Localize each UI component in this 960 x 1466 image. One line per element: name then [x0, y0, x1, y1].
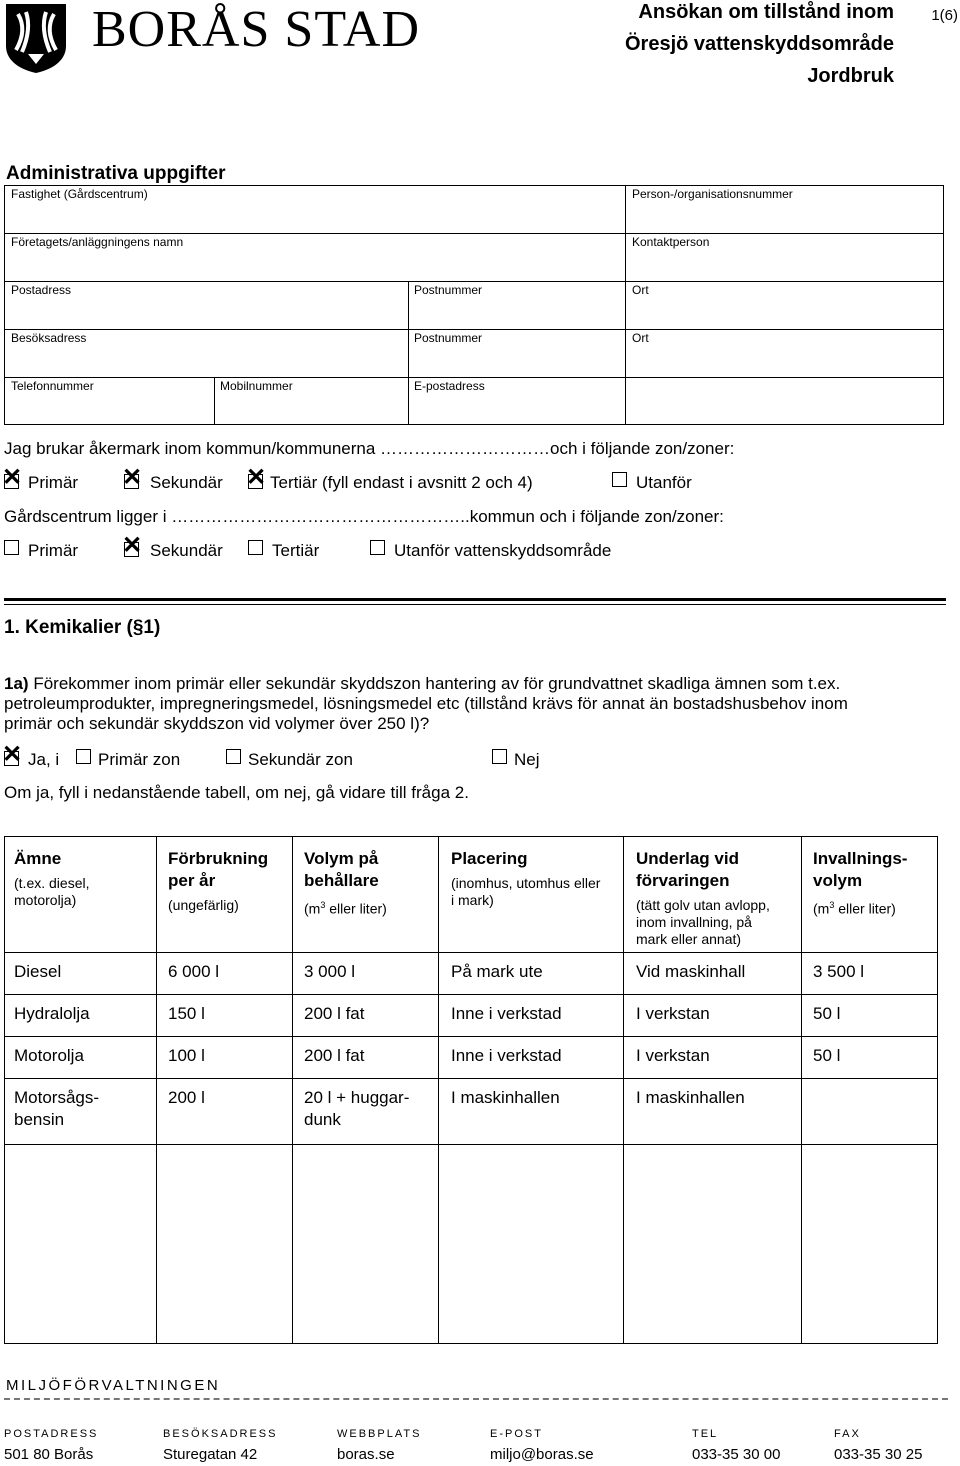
label-1a-nej: Nej: [514, 750, 540, 769]
footer-value-besoksadress: Sturegatan 42: [163, 1446, 258, 1463]
field-besok-postnummer[interactable]: Postnummer: [414, 331, 483, 345]
field-postnummer[interactable]: Postnummer: [414, 283, 483, 297]
col-sub-placering-1: (inomhus, utomhus eller: [451, 875, 601, 891]
checkbox-1a-primar-zon[interactable]: [76, 749, 91, 764]
admin-section-title: Administrativa uppgifter: [6, 163, 226, 184]
table-cell[interactable]: Vid maskinhall: [636, 962, 746, 981]
table-cell[interactable]: 200 l: [168, 1088, 205, 1107]
checkmark-x-icon: ✕: [2, 464, 23, 491]
checkbox-gard-utanfor[interactable]: [370, 540, 385, 555]
table-cell[interactable]: På mark ute: [451, 962, 543, 981]
field-kontaktperson[interactable]: Kontaktperson: [632, 235, 710, 249]
checkmark-x-icon: ✕: [122, 464, 143, 491]
footer-value-tel: 033-35 30 00: [692, 1446, 781, 1463]
footer-value-webbplats[interactable]: boras.se: [337, 1446, 395, 1463]
footer-value-epost[interactable]: miljo@boras.se: [490, 1446, 594, 1463]
field-postadress[interactable]: Postadress: [11, 283, 72, 297]
checkbox-1a-ja[interactable]: [2, 741, 23, 768]
footer-divider: [4, 1398, 948, 1400]
table-cell[interactable]: 200 l fat: [304, 1004, 365, 1023]
label-1a-primar-zon: Primär zon: [98, 750, 181, 769]
table-cell[interactable]: 50 l: [813, 1046, 841, 1065]
col-sub-amne-2: motorolja): [14, 892, 77, 908]
section-divider-thin: [4, 604, 946, 605]
table-cell[interactable]: Motorsågs- bensin: [14, 1088, 100, 1129]
col-header-invallning-1: Invallnings-: [813, 849, 908, 868]
field-ort[interactable]: Ort: [632, 283, 649, 297]
field-besoksadress[interactable]: Besöksadress: [11, 331, 87, 345]
footer-label-fax: FAX: [834, 1428, 861, 1440]
table-cell[interactable]: 100 l: [168, 1046, 205, 1065]
page-number: 1(6): [931, 7, 958, 24]
question-1a-line-1: 1a) Förekommer inom primär eller sekundär skyddszon hantering av för grundvattnet skadliga ämnen som t.ex.: [4, 674, 841, 693]
footer-label-tel: TEL: [692, 1428, 719, 1440]
label-1a-ja: Ja, i: [28, 750, 60, 769]
col-sub-forbrukning: (ungefärlig): [168, 897, 239, 913]
label-farmland-tertiar: Tertiär (fyll endast i avsnitt 2 och 4): [270, 473, 533, 492]
document-title-line-3: Jordbruk: [807, 65, 894, 87]
col-sub-underlag-1: (tätt golv utan avlopp,: [636, 897, 770, 913]
col-header-amne: Ämne: [14, 849, 62, 868]
col-header-underlag-2: förvaringen: [636, 871, 730, 890]
field-telefon[interactable]: Telefonnummer: [11, 379, 94, 393]
footer-label-epost: E-POST: [490, 1428, 543, 1440]
label-gard-tertiar: Tertiär: [272, 541, 320, 560]
checkbox-gard-sekundar[interactable]: [122, 532, 143, 559]
table-cell[interactable]: 3 500 l: [813, 962, 865, 981]
document-title-line-1: Ansökan om tillstånd inom: [638, 1, 894, 23]
col-header-underlag-1: Underlag vid: [636, 849, 739, 868]
col-header-forbrukning-1: Förbrukning: [168, 849, 269, 868]
table-cell[interactable]: I maskinhallen: [451, 1088, 560, 1107]
document-title-line-2: Öresjö vattenskyddsområde: [625, 33, 894, 55]
col-sub-amne-1: (t.ex. diesel,: [14, 875, 90, 891]
checkbox-farmland-utanfor[interactable]: [612, 472, 627, 487]
field-fastighet[interactable]: Fastighet (Gårdscentrum): [11, 187, 148, 201]
col-sub-placering-2: i mark): [451, 892, 494, 908]
checkbox-1a-nej[interactable]: [492, 749, 507, 764]
table-cell[interactable]: 6 000 l: [168, 962, 220, 981]
table-cell[interactable]: Hydralolja: [14, 1004, 90, 1023]
field-epost[interactable]: E-postadress: [414, 379, 485, 393]
zone-question-gardscentrum: Gårdscentrum ligger i ……………………………………………..kommun och i följande zon/zoner:: [4, 507, 724, 526]
table-cell[interactable]: I verkstan: [636, 1046, 710, 1065]
city-logo-text: BORÅS STAD: [92, 1, 421, 58]
table-cell[interactable]: 3 000 l: [304, 962, 356, 981]
col-header-forbrukning-2: per år: [168, 871, 216, 890]
col-header-invallning-2: volym: [813, 871, 863, 890]
instruction-1a: Om ja, fyll i nedanstående tabell, om nej, gå vidare till fråga 2.: [4, 783, 469, 802]
label-gard-primar: Primär: [28, 541, 79, 560]
question-1a-line-2: petroleumprodukter, impregneringsmedel, lösningsmedel etc (tillstånd krävs för annat än bostadshusbehov inom: [4, 694, 848, 713]
field-orgnr[interactable]: Person-/organisationsnummer: [632, 187, 793, 201]
checkbox-farmland-tertiar[interactable]: [246, 464, 267, 491]
section-divider-thick: [4, 598, 946, 601]
label-farmland-utanfor: Utanför: [636, 473, 692, 492]
table-cell[interactable]: I maskinhallen: [636, 1088, 745, 1107]
table-cell[interactable]: 50 l: [813, 1004, 841, 1023]
table-cell[interactable]: Motorolja: [14, 1046, 84, 1065]
field-mobil[interactable]: Mobilnummer: [220, 379, 293, 393]
footer-value-fax: 033-35 30 25: [834, 1446, 923, 1463]
table-cell[interactable]: Diesel: [14, 962, 62, 981]
col-sub-invallning: ($m^3$ eller liter): [813, 900, 896, 917]
footer-org-name: MILJÖFÖRVALTNINGEN: [6, 1377, 221, 1394]
zone-question-farmland: Jag brukar åkermark inom kommun/kommunerna …………………………och i följande zon/zoner:: [4, 439, 735, 458]
table-cell[interactable]: Inne i verkstad: [451, 1046, 562, 1065]
checkmark-x-icon: ✕: [2, 741, 23, 768]
footer-label-webbplats: WEBBPLATS: [337, 1428, 422, 1440]
checkmark-x-icon: ✕: [246, 464, 267, 491]
label-gard-utanfor: Utanför vattenskyddsområde: [394, 541, 612, 560]
field-besok-ort[interactable]: Ort: [632, 331, 649, 345]
checkbox-farmland-primar[interactable]: [2, 464, 23, 491]
checkbox-farmland-sekundar[interactable]: [122, 464, 143, 491]
footer-label-postadress: POSTADRESS: [4, 1428, 99, 1440]
table-cell[interactable]: 200 l fat: [304, 1046, 365, 1065]
label-gard-sekundar: Sekundär: [150, 541, 223, 560]
question-1a-line-3: primär och sekundär skyddszon vid volymer över 250 l)?: [4, 714, 430, 733]
checkmark-x-icon: ✕: [122, 532, 143, 559]
footer-value-postadress: 501 80 Borås: [4, 1446, 94, 1463]
col-sub-volym: ($m^3$ eller liter): [304, 900, 387, 917]
label-farmland-primar: Primär: [28, 473, 79, 492]
checkbox-gard-tertiar[interactable]: [248, 540, 263, 555]
label-farmland-sekundar: Sekundär: [150, 473, 223, 492]
label-1a-sekundar-zon: Sekundär zon: [248, 750, 353, 769]
section-1-title: 1. Kemikalier (§1): [4, 617, 161, 638]
table-cell[interactable]: Inne i verkstad: [451, 1004, 562, 1023]
table-cell[interactable]: I verkstan: [636, 1004, 710, 1023]
col-sub-underlag-3: mark eller annat): [636, 931, 742, 947]
table-cell[interactable]: 150 l: [168, 1004, 205, 1023]
checkbox-1a-sekundar-zon[interactable]: [226, 749, 241, 764]
col-sub-underlag-2: inom invallning, på: [636, 914, 752, 930]
checkbox-gard-primar[interactable]: [4, 540, 19, 555]
admin-fields-grid: [4, 185, 944, 425]
footer-label-besoksadress: BESÖKSADRESS: [163, 1428, 278, 1440]
col-header-placering: Placering: [451, 849, 528, 868]
city-coat-of-arms-logo: [4, 2, 68, 74]
col-header-volym-2: behållare: [304, 871, 379, 890]
table-cell[interactable]: 20 l + huggar- dunk: [304, 1088, 410, 1129]
chemicals-table: [4, 836, 938, 1344]
col-header-volym-1: Volym på: [304, 849, 379, 868]
field-foretag[interactable]: Företagets/anläggningens namn: [11, 235, 184, 249]
